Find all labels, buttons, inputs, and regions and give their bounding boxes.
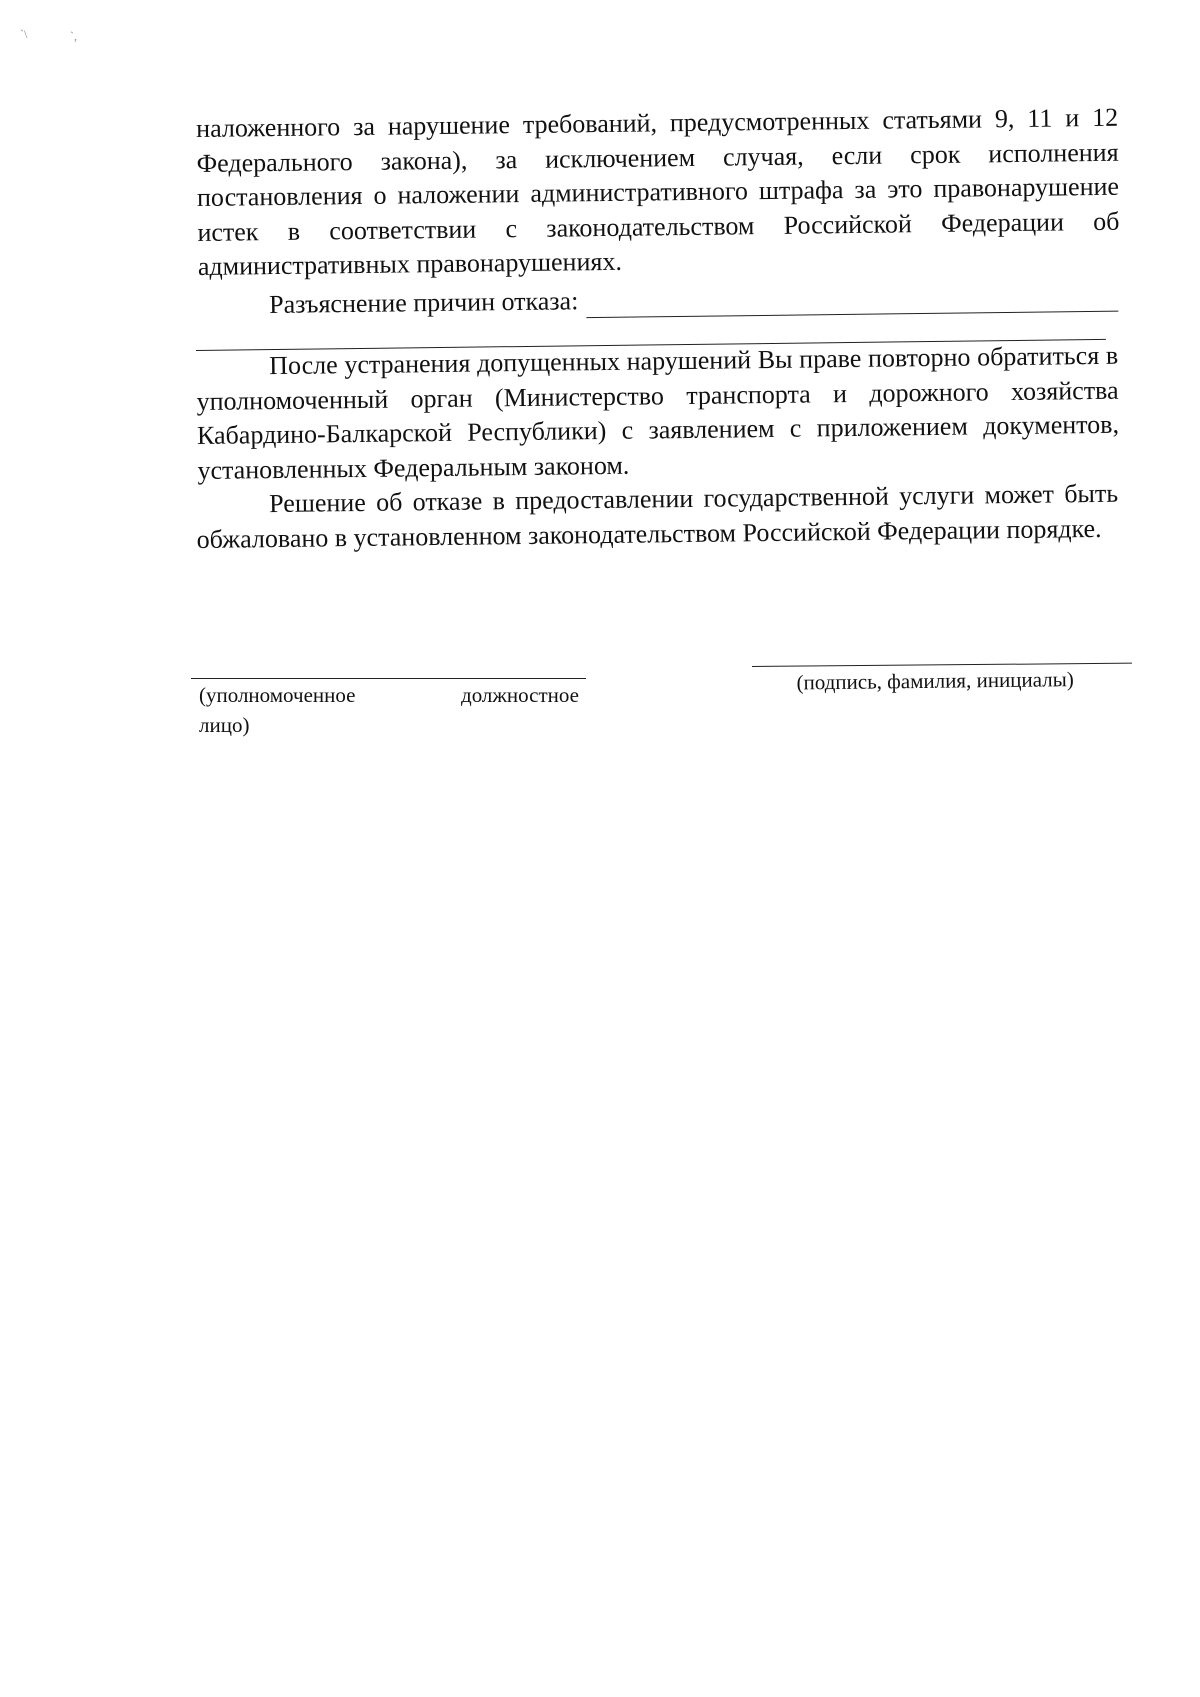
signature-caption: (подпись, фамилия, инициалы): [796, 667, 1074, 695]
scan-speck: `\: [20, 27, 28, 41]
paragraph-reapply: После устранения допущенных нарушений Вы праве повторно обратиться в уполномоченный орган (Министерство транспорта и дорожного хозяйства Кабардино-Балкарской Республики) с заявлением с приложением документов, установленных Федеральным законом.: [196, 340, 1120, 485]
official-caption-continued: лицо): [199, 713, 250, 737]
scan-speck: `,: [70, 29, 77, 43]
paragraph-fine-exception: наложенного за нарушение требований, предусмотренных статьями 9, 11 и 12 Федерального закона), за исключением случая, если срок исполнения постановления о наложении административного штрафа за это правонарушение истек в соответствии с законодательством Российской Федерации об административных правонарушениях.: [196, 102, 1120, 281]
refusal-reason-field: [269, 278, 1118, 322]
official-signature-line: [191, 678, 586, 679]
refusal-reason-blank: [586, 287, 1118, 318]
refusal-reason-label: Разъяснение причин отказа:: [269, 286, 579, 319]
paragraph-appeal: Решение об отказе в предоставлении государственной услуги может быть обжаловано в установленном законодательством Российской Федерации порядке.: [196, 478, 1119, 554]
official-caption: (уполномоченное должностное: [199, 683, 579, 707]
